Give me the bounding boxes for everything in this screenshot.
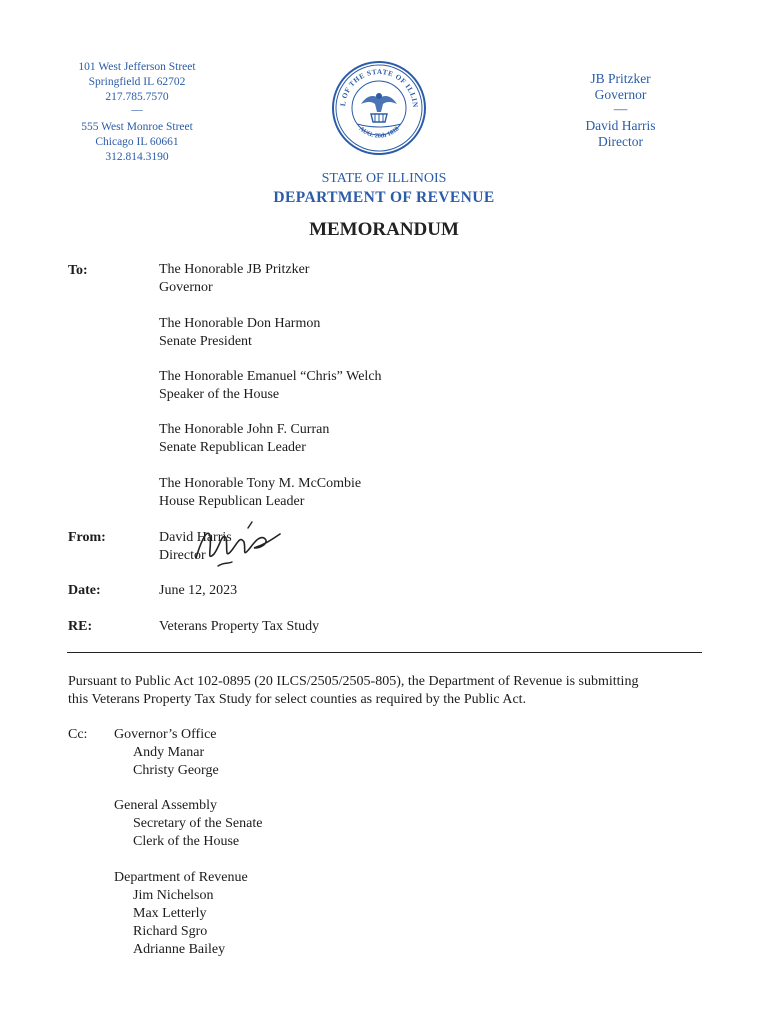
cc-name: Adrianne Bailey (133, 942, 226, 957)
divider: — (131, 104, 143, 116)
state-name: STATE OF ILLINOIS (321, 171, 447, 186)
department-name: DEPARTMENT OF REVENUE (273, 189, 495, 206)
divider: — (613, 101, 628, 116)
re-value: Veterans Property Tax Study (159, 619, 320, 634)
to-label: To: (68, 263, 88, 278)
illinois-seal-icon (331, 60, 427, 156)
phone-number: 312.814.3190 (105, 151, 169, 163)
cc-name: Christy George (133, 763, 219, 778)
cc-name: Clerk of the House (133, 834, 240, 849)
recipient-name: The Honorable Don Harmon (159, 316, 321, 331)
recipient (159, 475, 361, 511)
cc-group-title: Governor’s Office (114, 727, 217, 742)
recipient (159, 421, 329, 457)
recipient-title: House Republican Leader (159, 494, 305, 509)
recipient (159, 368, 382, 404)
recipient (159, 315, 320, 351)
cc-name: Secretary of the Senate (133, 816, 263, 831)
governor-name: JB Pritzker (590, 71, 651, 86)
recipient-name: The Honorable JB Pritzker (159, 262, 310, 277)
recipient-name: The Honorable John F. Curran (159, 422, 330, 437)
phone-number: 217.785.7570 (105, 91, 169, 103)
governor-title: Governor (594, 87, 647, 102)
sender-name: David Harris (159, 530, 232, 545)
director-name: David Harris (585, 118, 656, 133)
svg-text:SEAL OF THE STATE OF ILLINOIS: L OF THE STATE OF ILLIN (338, 67, 420, 109)
address-line: 555 West Monroe Street (81, 121, 193, 133)
cc-label: Cc: (68, 727, 88, 742)
svg-text:AUG. 26th 1818: AUG. 26th 1818 (357, 125, 401, 140)
recipient-title: Governor (159, 280, 213, 295)
memo-body (68, 673, 698, 709)
cc-name: Andy Manar (133, 745, 205, 760)
director-title: Director (598, 134, 643, 149)
cc-group (114, 726, 219, 780)
cc-group (114, 869, 248, 959)
left-address-block (62, 60, 212, 165)
recipient-name: The Honorable Emanuel “Chris” Welch (159, 369, 382, 384)
address-line: 101 West Jefferson Street (78, 61, 196, 73)
recipient-name: The Honorable Tony M. McCombie (159, 476, 362, 491)
from-label: From: (68, 530, 106, 545)
signature-image (188, 518, 283, 574)
cc-group-title: Department of Revenue (114, 870, 248, 885)
cc-group-title: General Assembly (114, 798, 218, 813)
cc-name: Jim Nichelson (133, 888, 214, 903)
cc-name: Max Letterly (133, 906, 207, 921)
address-line: Springfield IL 62702 (88, 76, 186, 88)
sender-title: Director (159, 548, 206, 563)
officials-block (568, 71, 673, 150)
date-label: Date: (68, 583, 101, 598)
recipient-title: Speaker of the House (159, 387, 280, 402)
memo-title: MEMORANDUM (309, 219, 459, 240)
re-label: RE: (68, 619, 93, 634)
body-line: Pursuant to Public Act 102-0895 (20 ILCS/2505/2505-805), the Department of Revenue is submitting (68, 674, 639, 689)
cc-group (114, 797, 262, 851)
cc-name: Richard Sgro (133, 924, 208, 939)
divider-rule (67, 652, 702, 653)
date-value: June 12, 2023 (159, 583, 238, 598)
address-line: Chicago IL 60661 (95, 136, 179, 148)
recipient-title: Senate President (159, 334, 252, 349)
body-line: this Veterans Property Tax Study for select counties as required by the Public Act. (68, 692, 527, 707)
recipient (159, 261, 309, 297)
recipient-title: Senate Republican Leader (159, 440, 306, 455)
